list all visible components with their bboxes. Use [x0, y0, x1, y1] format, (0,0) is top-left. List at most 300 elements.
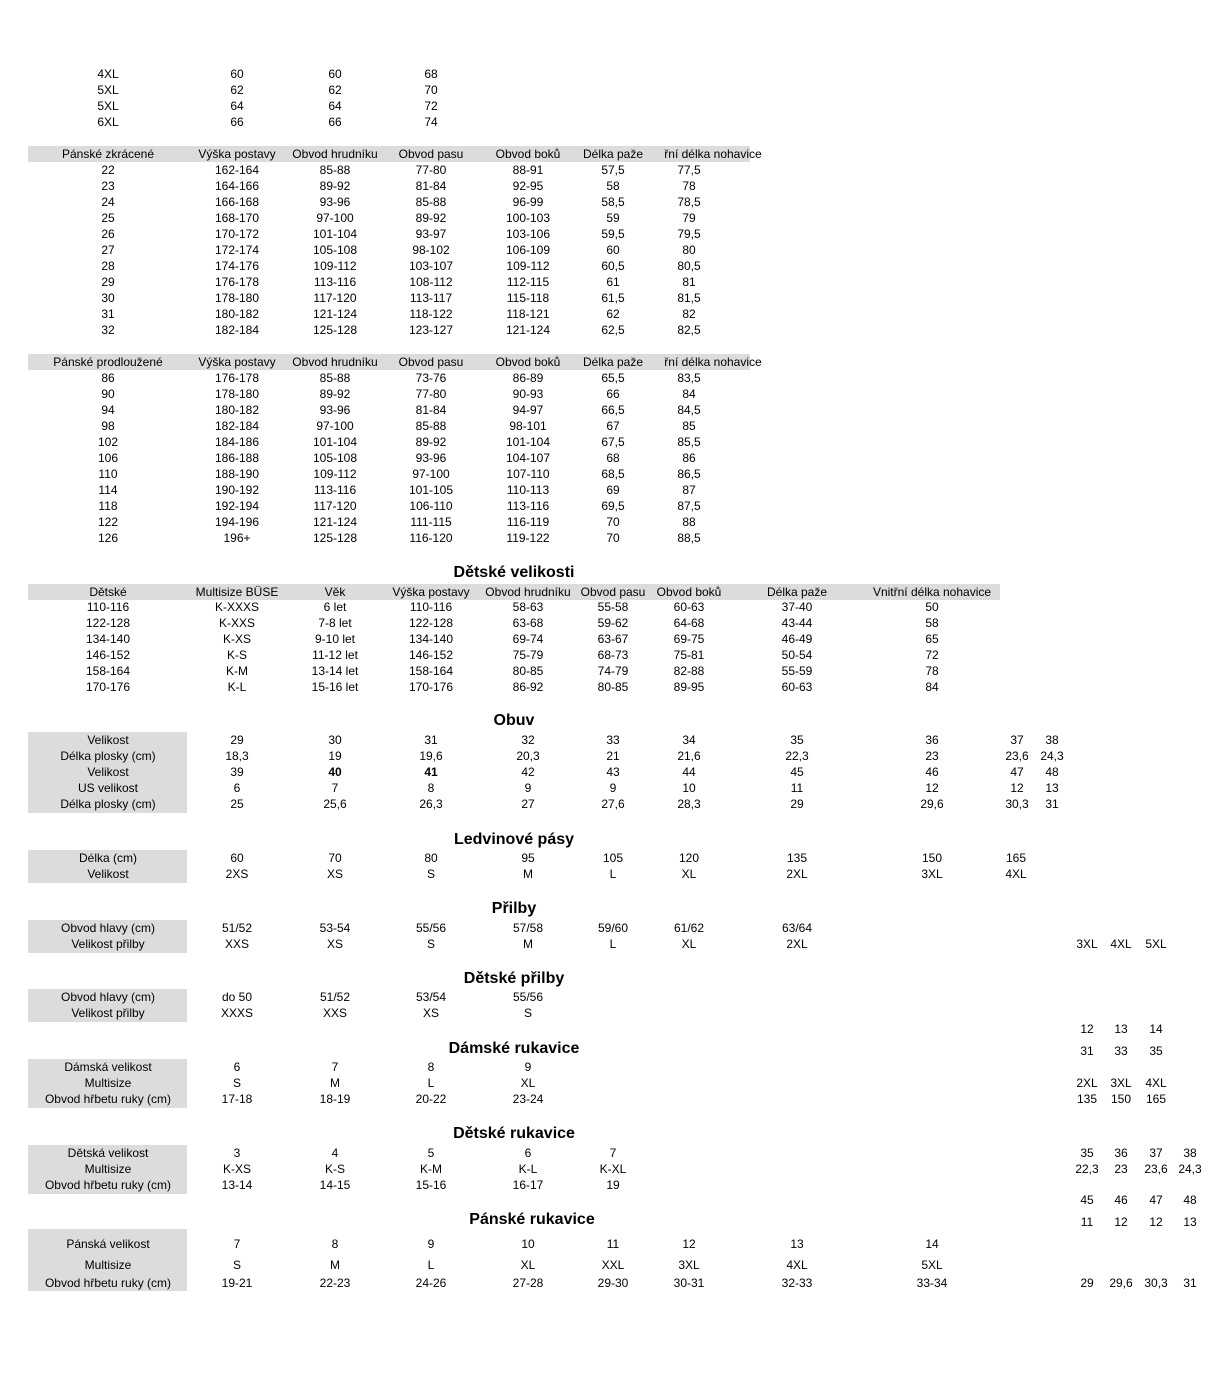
table-cell: 8	[427, 781, 435, 795]
table-cell: 134-140	[85, 632, 131, 646]
table-cell: 90	[101, 387, 115, 401]
table-cell: 40	[328, 765, 342, 779]
table-cell: 113-116	[506, 499, 550, 513]
table-cell: 65,5	[601, 371, 625, 385]
table-cell: 44	[682, 765, 696, 779]
table-cell: 65	[925, 632, 939, 646]
table-cell: 121-124	[312, 515, 358, 529]
table-cell: 55-58	[597, 600, 629, 614]
table-cell: M	[523, 867, 533, 881]
column-header: Dětské	[89, 585, 127, 599]
row-label: Dětská velikost	[67, 1146, 149, 1160]
table-cell: 60-63	[673, 600, 705, 614]
table-cell: 58	[925, 616, 939, 630]
table-cell: 8	[331, 1237, 339, 1251]
column-header: řní délka nohavice	[664, 355, 762, 369]
table-cell: 165	[1005, 851, 1027, 865]
table-cell: 88,5	[677, 531, 701, 545]
table-cell: 31	[1080, 1044, 1094, 1058]
table-cell: 25,6	[323, 797, 347, 811]
table-cell: 103-106	[505, 227, 551, 241]
table-cell: 2XS	[225, 867, 249, 881]
table-cell: 4XL	[97, 67, 119, 81]
table-cell: 86-89	[512, 371, 544, 385]
table-cell: 107-110	[506, 467, 550, 481]
table-cell: 158-164	[85, 664, 131, 678]
table-cell: L	[427, 1076, 435, 1090]
table-cell: 23-24	[512, 1092, 544, 1106]
column-header: Pánské zkrácené	[61, 147, 155, 161]
table-cell: 135	[1076, 1092, 1098, 1106]
table-cell: 85-88	[319, 371, 351, 385]
table-cell: 11	[1080, 1215, 1094, 1229]
table-cell: 28	[101, 259, 115, 273]
table-cell: 125-128	[312, 323, 358, 337]
table-cell: 97-100	[316, 211, 354, 225]
table-cell: 97-100	[412, 467, 450, 481]
table-cell: 15-16	[415, 1178, 447, 1192]
table-cell: 86-92	[512, 680, 544, 694]
table-cell: 77,5	[677, 163, 701, 177]
table-cell: 23	[101, 179, 115, 193]
table-cell: XXS	[224, 937, 250, 951]
table-cell: 7-8 let	[318, 616, 352, 630]
table-cell: 63-67	[597, 632, 629, 646]
table-cell: S	[426, 937, 436, 951]
table-cell: 38	[1183, 1146, 1197, 1160]
table-cell: 94	[101, 403, 115, 417]
table-cell: 81	[682, 275, 696, 289]
table-cell: 13	[790, 1237, 804, 1251]
table-cell: 172-174	[214, 243, 260, 257]
table-cell: 88-91	[512, 163, 544, 177]
table-cell: 18-19	[319, 1092, 351, 1106]
table-cell: 4XL	[1005, 867, 1027, 881]
table-cell: 68	[606, 451, 620, 465]
table-cell: 79,5	[677, 227, 701, 241]
table-cell: 21,6	[677, 749, 701, 763]
table-cell: 19	[328, 749, 342, 763]
table-cell: 60,5	[601, 259, 625, 273]
table-cell: XL	[520, 1258, 536, 1272]
table-cell: 59	[606, 211, 620, 225]
table-cell: 7	[233, 1237, 241, 1251]
table-cell: 72	[424, 99, 438, 113]
table-cell: 176-178	[214, 275, 260, 289]
table-cell: 77-80	[415, 163, 447, 177]
table-cell: 55/56	[512, 990, 544, 1004]
table-cell: 101-104	[312, 435, 358, 449]
table-cell: 69,5	[601, 499, 625, 513]
table-cell: 4XL	[1110, 937, 1132, 951]
table-cell: 105-108	[312, 451, 358, 465]
table-cell: 30,3	[1005, 797, 1029, 811]
table-cell: K-XXS	[218, 616, 256, 630]
table-cell: 32	[521, 733, 535, 747]
column-header: Věk	[324, 585, 346, 599]
table-cell: 7	[609, 1146, 617, 1160]
row-label: Délka plosky (cm)	[60, 797, 156, 811]
column-header: Obvod hrudníku	[292, 355, 378, 369]
table-cell: 180-182	[214, 307, 260, 321]
table-cell: 170-172	[214, 227, 260, 241]
table-cell: 33-34	[916, 1276, 948, 1290]
table-cell: 17-18	[221, 1092, 253, 1106]
table-cell: S	[523, 1006, 533, 1020]
table-cell: 29,6	[1109, 1276, 1133, 1290]
table-cell: 20-22	[415, 1092, 447, 1106]
table-cell: 55/56	[415, 921, 447, 935]
table-cell: 85,5	[677, 435, 701, 449]
table-cell: 170-176	[85, 680, 131, 694]
table-cell: 120	[678, 851, 700, 865]
table-cell: 12	[925, 781, 939, 795]
table-cell: 9	[609, 781, 617, 795]
table-cell: XS	[326, 937, 344, 951]
table-cell: 2XL	[1076, 1076, 1098, 1090]
table-cell: 12	[1010, 781, 1024, 795]
table-cell: 168-170	[214, 211, 260, 225]
table-cell: 62	[230, 83, 244, 97]
column-header: Obvod hrudníku	[485, 585, 571, 599]
table-cell: 3XL	[678, 1258, 700, 1272]
table-cell: 21	[606, 749, 620, 763]
table-cell: 98	[101, 419, 115, 433]
table-cell: 103-107	[408, 259, 454, 273]
row-label: Velikost	[87, 733, 129, 747]
table-cell: 105	[602, 851, 624, 865]
table-cell: 7	[331, 1060, 339, 1074]
table-cell: 89-92	[319, 179, 351, 193]
table-cell: 46-49	[781, 632, 813, 646]
table-cell: 170-176	[408, 680, 454, 694]
table-cell: M	[330, 1258, 340, 1272]
row-label: Obvod hlavy (cm)	[60, 990, 156, 1004]
table-cell: 188-190	[214, 467, 260, 481]
table-cell: 146-152	[408, 648, 454, 662]
table-cell: 74-79	[597, 664, 629, 678]
table-cell: 81,5	[677, 291, 701, 305]
column-header: Obvod boků	[495, 147, 561, 161]
table-cell: 89-95	[673, 680, 705, 694]
table-cell: 59,5	[601, 227, 625, 241]
row-label: Obvod hřbetu ruky (cm)	[44, 1276, 172, 1290]
table-cell: 75-79	[512, 648, 544, 662]
table-cell: 57/58	[512, 921, 544, 935]
section-title: Obuv	[493, 712, 535, 729]
table-cell: 19	[606, 1178, 620, 1192]
section-title: Dětské přilby	[463, 970, 565, 987]
table-cell: 9-10 let	[314, 632, 356, 646]
table-cell: 84	[925, 680, 939, 694]
table-cell: 158-164	[408, 664, 454, 678]
table-cell: 135	[786, 851, 808, 865]
table-cell: 26	[101, 227, 115, 241]
table-cell: 72	[925, 648, 939, 662]
section-title: Pánské rukavice	[469, 1211, 595, 1228]
table-cell: M	[523, 937, 533, 951]
table-cell: 116-120	[409, 531, 453, 545]
table-cell: 50-54	[781, 648, 813, 662]
table-cell: 81-84	[415, 403, 447, 417]
table-cell: 86,5	[677, 467, 701, 481]
table-cell: 23	[1114, 1162, 1128, 1176]
table-cell: 92-95	[512, 179, 544, 193]
table-cell: 80	[424, 851, 438, 865]
table-cell: 106	[97, 451, 119, 465]
table-cell: 14	[1149, 1022, 1163, 1036]
table-cell: 114	[98, 483, 118, 497]
table-cell: 35	[790, 733, 804, 747]
table-cell: 70	[606, 515, 620, 529]
table-cell: S	[426, 867, 436, 881]
table-cell: 79	[682, 211, 696, 225]
table-cell: 33	[606, 733, 620, 747]
table-cell: 19,6	[419, 749, 443, 763]
table-cell: 32-33	[781, 1276, 813, 1290]
table-cell: 7	[331, 781, 339, 795]
table-cell: 42	[521, 765, 535, 779]
table-cell: 23,6	[1144, 1162, 1168, 1176]
column-header: Výška postavy	[198, 147, 276, 161]
table-cell: 6 let	[323, 600, 347, 614]
table-cell: 35	[1080, 1146, 1094, 1160]
column-header: Obvod boků	[656, 585, 722, 599]
column-header: Pánské prodloužené	[53, 355, 163, 369]
table-cell: 48	[1045, 765, 1059, 779]
table-cell: 113-117	[409, 291, 453, 305]
table-cell: 29-30	[597, 1276, 629, 1290]
table-cell: 30	[101, 291, 115, 305]
table-cell: 75-81	[673, 648, 705, 662]
table-cell: 60	[328, 67, 342, 81]
table-cell: 68,5	[601, 467, 625, 481]
table-cell: 26,3	[419, 797, 443, 811]
table-cell: 5	[427, 1146, 435, 1160]
table-cell: 194-196	[214, 515, 260, 529]
table-cell: 69-74	[512, 632, 544, 646]
table-cell: 70	[424, 83, 438, 97]
table-cell: 81-84	[415, 179, 447, 193]
table-cell: 95	[521, 851, 535, 865]
table-cell: 87	[682, 483, 696, 497]
table-cell: M	[330, 1076, 340, 1090]
table-cell: 48	[1183, 1193, 1197, 1207]
table-cell: 18,3	[225, 749, 249, 763]
table-cell: 150	[1110, 1092, 1132, 1106]
table-cell: 78	[682, 179, 696, 193]
table-cell: 37	[1010, 733, 1024, 747]
table-cell: 60-63	[781, 680, 813, 694]
table-cell: 9	[524, 781, 532, 795]
table-cell: K-L	[518, 1162, 538, 1176]
table-cell: 68	[424, 67, 438, 81]
table-cell: 37	[1149, 1146, 1163, 1160]
table-cell: K-XS	[222, 632, 252, 646]
table-cell: 62,5	[601, 323, 625, 337]
table-cell: 101-104	[312, 227, 358, 241]
table-cell: 119-122	[506, 531, 550, 545]
table-cell: 47	[1010, 765, 1024, 779]
table-cell: 24-26	[415, 1276, 447, 1290]
table-cell: 51/52	[319, 990, 351, 1004]
table-cell: 4	[331, 1146, 339, 1160]
table-cell: 62	[328, 83, 342, 97]
table-cell: 94-97	[512, 403, 544, 417]
table-cell: 69	[606, 483, 620, 497]
table-cell: 12	[682, 1237, 696, 1251]
table-cell: 13	[1114, 1022, 1128, 1036]
table-cell: 82,5	[677, 323, 701, 337]
table-cell: 186-188	[214, 451, 260, 465]
table-cell: XL	[681, 937, 697, 951]
table-cell: 30-31	[673, 1276, 705, 1290]
table-cell: K-M	[420, 1162, 442, 1176]
row-label: Obvod hlavy (cm)	[60, 921, 156, 935]
table-cell: 125-128	[312, 531, 358, 545]
table-cell: 67,5	[601, 435, 625, 449]
table-cell: 43	[606, 765, 620, 779]
row-label: Multisize	[84, 1162, 132, 1176]
table-cell: do 50	[221, 990, 253, 1004]
table-cell: 29	[101, 275, 115, 289]
table-cell: K-M	[226, 664, 248, 678]
section-title: Dámské rukavice	[448, 1040, 580, 1057]
table-cell: 11-12 let	[312, 648, 358, 662]
table-cell: 61,5	[601, 291, 625, 305]
table-cell: 27,6	[601, 797, 625, 811]
table-cell: 162-164	[214, 163, 260, 177]
table-cell: 31	[1183, 1276, 1197, 1290]
table-cell: 3	[233, 1146, 241, 1160]
table-cell: 113-116	[313, 483, 357, 497]
table-cell: 192-194	[214, 499, 260, 513]
table-cell: 100-103	[505, 211, 551, 225]
table-cell: 85-88	[319, 163, 351, 177]
table-cell: 68-73	[597, 648, 629, 662]
row-label: Velikost	[87, 867, 129, 881]
table-cell: 102	[97, 435, 119, 449]
table-cell: 57,5	[601, 163, 625, 177]
table-cell: 14-15	[319, 1178, 351, 1192]
table-cell: 67	[606, 419, 620, 433]
table-cell: 101-104	[505, 435, 551, 449]
table-cell: 4XL	[786, 1258, 808, 1272]
table-cell: 5XL	[1145, 937, 1167, 951]
table-cell: 97-100	[316, 419, 354, 433]
table-cell: 58,5	[601, 195, 625, 209]
table-cell: 113-116	[313, 275, 357, 289]
table-cell: 22,3	[1075, 1162, 1099, 1176]
column-header: Obvod pasu	[398, 355, 464, 369]
table-cell: 8	[427, 1060, 435, 1074]
table-cell: 61/62	[673, 921, 705, 935]
table-cell: XL	[681, 867, 697, 881]
table-cell: 29	[230, 733, 244, 747]
table-cell: 69-75	[673, 632, 705, 646]
table-cell: 12	[1080, 1022, 1094, 1036]
table-cell: 30,3	[1144, 1276, 1168, 1290]
table-cell: K-XXXS	[214, 600, 260, 614]
table-cell: 85	[682, 419, 696, 433]
table-cell: 70	[328, 851, 342, 865]
table-cell: 24,3	[1178, 1162, 1202, 1176]
table-cell: 110-116	[409, 600, 453, 614]
table-cell: 89-92	[415, 211, 447, 225]
table-cell: K-XS	[222, 1162, 252, 1176]
section-title: Přilby	[491, 900, 537, 917]
table-cell: 115-118	[506, 291, 550, 305]
table-cell: 64	[328, 99, 342, 113]
table-cell: 174-176	[214, 259, 260, 273]
table-cell: 38	[1045, 733, 1059, 747]
table-cell: 93-96	[415, 451, 447, 465]
table-cell: 117-120	[313, 499, 357, 513]
table-cell: 101-105	[408, 483, 454, 497]
table-cell: 63/64	[781, 921, 813, 935]
table-cell: K-S	[226, 648, 248, 662]
table-cell: 98-102	[412, 243, 450, 257]
table-cell: 3XL	[921, 867, 943, 881]
table-cell: 25	[230, 797, 244, 811]
table-cell: 82	[682, 307, 696, 321]
table-cell: 86	[101, 371, 115, 385]
section-title: Dětské velikosti	[453, 564, 575, 581]
table-cell: 88	[682, 515, 696, 529]
table-cell: 104-107	[505, 451, 551, 465]
table-cell: 80-85	[512, 664, 544, 678]
table-cell: 55-59	[781, 664, 813, 678]
column-header: Obvod pasu	[398, 147, 464, 161]
table-cell: 10	[682, 781, 696, 795]
table-cell: 110	[98, 467, 118, 481]
table-cell: 166-168	[214, 195, 260, 209]
table-cell: 27	[101, 243, 115, 257]
table-cell: 6	[233, 781, 241, 795]
table-cell: 73-76	[415, 371, 447, 385]
table-cell: 89-92	[415, 435, 447, 449]
table-cell: 84	[682, 387, 696, 401]
table-cell: 80	[682, 243, 696, 257]
table-cell: 61	[606, 275, 620, 289]
table-cell: 36	[1114, 1146, 1128, 1160]
table-cell: 10	[521, 1237, 535, 1251]
table-cell: XXXS	[220, 1006, 254, 1020]
table-cell: 23	[925, 749, 939, 763]
table-cell: 2XL	[786, 937, 808, 951]
table-cell: 80-85	[597, 680, 629, 694]
table-cell: 4XL	[1145, 1076, 1167, 1090]
table-cell: 3XL	[1110, 1076, 1132, 1090]
table-cell: 184-186	[214, 435, 260, 449]
table-cell: 164-166	[214, 179, 260, 193]
table-cell: 90-93	[512, 387, 544, 401]
table-cell: 31	[424, 733, 438, 747]
table-cell: 60	[230, 851, 244, 865]
row-label: Obvod hřbetu ruky (cm)	[44, 1092, 172, 1106]
table-cell: 43-44	[781, 616, 813, 630]
table-cell: 121-124	[312, 307, 358, 321]
table-cell: K-XL	[599, 1162, 627, 1176]
row-label: Velikost	[87, 765, 129, 779]
table-cell: 45	[790, 765, 804, 779]
table-cell: 123-127	[408, 323, 454, 337]
table-cell: 86	[682, 451, 696, 465]
table-cell: 77-80	[415, 387, 447, 401]
table-cell: 29,6	[920, 797, 944, 811]
table-cell: 78,5	[677, 195, 701, 209]
table-cell: 36	[925, 733, 939, 747]
